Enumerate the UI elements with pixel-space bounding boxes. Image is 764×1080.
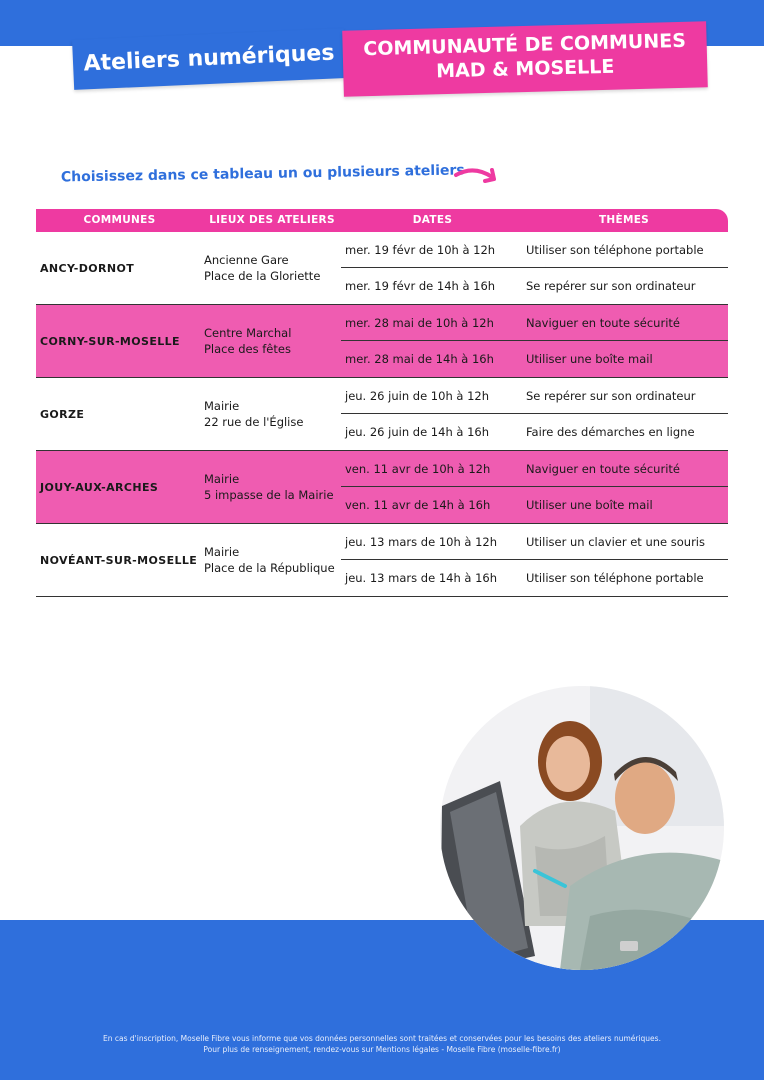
session-theme: Utiliser un clavier et une souris <box>526 535 705 549</box>
workshop-location <box>204 305 344 377</box>
workshop-location <box>204 378 344 450</box>
session-date: jeu. 13 mars de 10h à 12h <box>345 535 498 549</box>
session-date: jeu. 26 juin de 14h à 16h <box>345 425 490 439</box>
session-row <box>341 560 728 596</box>
column-header-themes: THÈMES <box>598 214 650 226</box>
session-row <box>341 414 728 450</box>
session-date: ven. 11 avr de 14h à 16h <box>345 498 491 512</box>
location-line-2: 5 impasse de la Mairie <box>204 488 334 502</box>
session-theme: Utiliser une boîte mail <box>526 498 653 512</box>
table-row <box>36 451 728 524</box>
location-line-2: Place de la Gloriette <box>204 269 321 283</box>
session-date: mer. 19 févr de 14h à 16h <box>345 279 496 293</box>
session-date: ven. 11 avr de 10h à 12h <box>345 462 491 476</box>
column-header-communes: COMMUNES <box>83 214 156 226</box>
session-theme: Utiliser son téléphone portable <box>526 571 704 585</box>
session-theme: Faire des démarches en ligne <box>526 425 695 439</box>
session-date: mer. 28 mai de 10h à 12h <box>345 316 494 330</box>
commune-name: ANCY-DORNOT <box>40 261 135 275</box>
session-date: mer. 19 févr de 10h à 12h <box>345 243 496 257</box>
session-row <box>341 487 728 523</box>
location-line-1: Ancienne Gare <box>204 253 289 267</box>
session-row <box>341 268 728 304</box>
session-row <box>341 524 728 560</box>
session-date: jeu. 26 juin de 10h à 12h <box>345 389 490 403</box>
session-theme: Naviguer en toute sécurité <box>526 462 680 476</box>
column-header-dates: DATES <box>412 214 453 226</box>
photo-illustration <box>440 686 724 970</box>
table-row <box>36 378 728 451</box>
people-at-computer-photo <box>440 686 724 970</box>
session-row <box>341 451 728 487</box>
table-row <box>36 524 728 597</box>
commune-name: CORNY-SUR-MOSELLE <box>40 334 180 348</box>
page-title: Ateliers numériques <box>83 40 335 77</box>
workshop-location <box>204 232 344 304</box>
location-line-2: Place des fêtes <box>204 342 291 356</box>
location-line-2: 22 rue de l'Église <box>204 415 304 429</box>
table-row <box>36 305 728 378</box>
session-row <box>341 378 728 414</box>
session-theme: Utiliser une boîte mail <box>526 352 653 366</box>
commune-name: NOVÉANT-SUR-MOSELLE <box>40 553 198 567</box>
curved-arrow-icon <box>452 163 502 193</box>
session-theme: Se repérer sur son ordinateur <box>526 389 696 403</box>
title-banner <box>72 28 346 90</box>
session-row <box>341 341 728 377</box>
footer-legal-notice <box>0 1033 764 1055</box>
session-row <box>341 305 728 341</box>
location-line-2: Place de la République <box>204 561 335 575</box>
column-header-lieux: LIEUX DES ATELIERS <box>209 214 335 226</box>
location-line-1: Mairie <box>204 472 240 486</box>
workshop-location <box>204 524 344 596</box>
location-line-1: Mairie <box>204 399 240 413</box>
footer-line-1: En cas d'inscription, Moselle Fibre vous informe que vos données personnelles sont traitées et conservées pour les besoins des ateliers numériques. <box>103 1034 661 1043</box>
commune-name: JOUY-AUX-ARCHES <box>40 480 159 494</box>
location-line-1: Centre Marchal <box>204 326 292 340</box>
session-date: mer. 28 mai de 14h à 16h <box>345 352 494 366</box>
organization-banner <box>342 21 708 97</box>
session-theme: Naviguer en toute sécurité <box>526 316 680 330</box>
session-row <box>341 232 728 268</box>
location-line-1: Mairie <box>204 545 240 559</box>
footer-line-2: Pour plus de renseignement, rendez-vous sur Mentions légales - Moselle Fibre (moselle-fibre.fr) <box>203 1045 561 1054</box>
session-date: jeu. 13 mars de 14h à 16h <box>345 571 498 585</box>
session-theme: Utiliser son téléphone portable <box>526 243 704 257</box>
organization-line-2: MAD & MOSELLE <box>435 55 615 83</box>
workshop-location <box>204 451 344 523</box>
organization-line-1: COMMUNAUTÉ DE COMMUNES <box>363 29 687 61</box>
session-theme: Se repérer sur son ordinateur <box>526 279 696 293</box>
commune-name: GORZE <box>40 407 85 421</box>
intro-text: Choisissez dans ce tableau un ou plusieurs ateliers <box>60 162 465 186</box>
table-header <box>36 209 728 232</box>
table-row <box>36 232 728 305</box>
